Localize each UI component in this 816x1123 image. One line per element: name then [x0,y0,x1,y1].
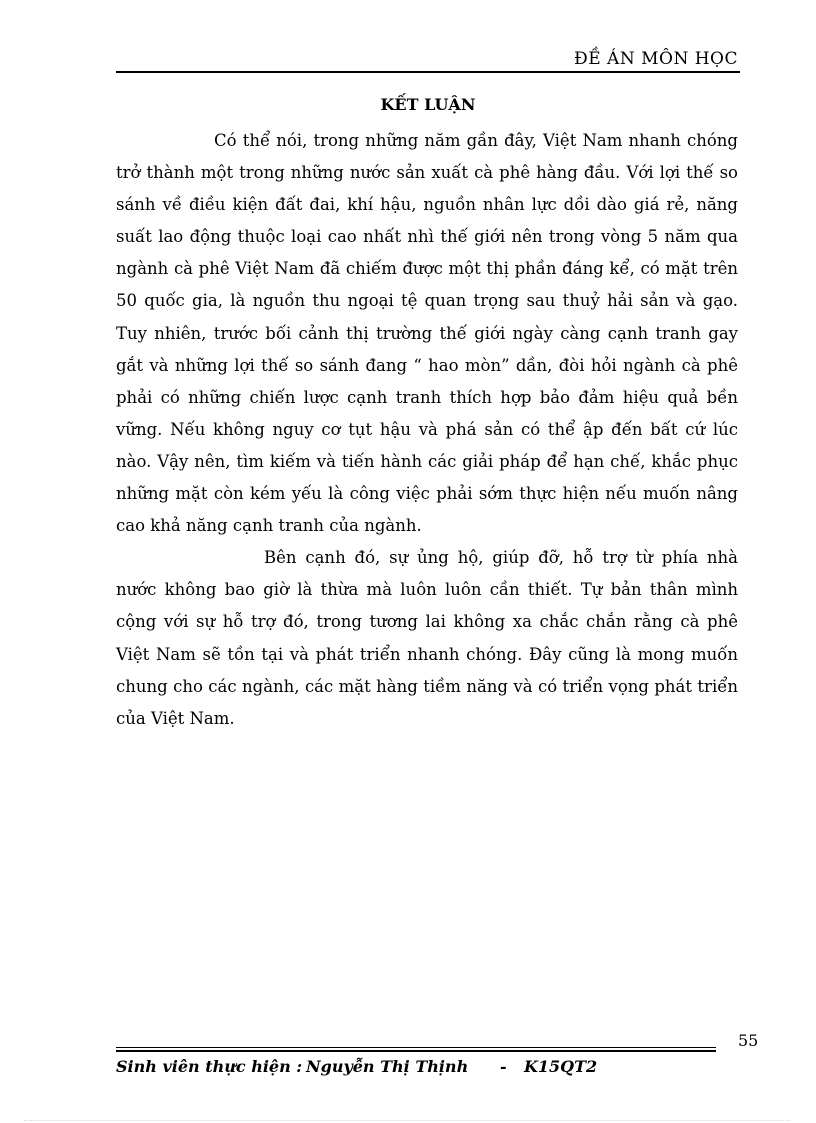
footer-separator: - [500,1057,507,1076]
section-heading: KẾT LUẬN [380,95,476,114]
paragraph-1: Có thể nói, trong những năm gần đây, Việt Nam nhanh chóng trở thành một trong những nước sản xuất cà phê hàng đầu. Với lợi thế so sánh về điều kiện đất đai, khí hậu, nguồn nhân lực dồi dào giá rẻ, năng suất lao động thuộc loại cao nhất nhì thế giới nên trong vòng 5 năm qua ngành cà phê Việt Nam đã chiếm được một thị phần đáng kể, có mặt trên 50 quốc gia, là nguồn thu ngoại tệ quan trọng sau thuỷ hải sản và gạo. Tuy nhiên, trước bối cảnh thị trường thế giới ngày càng cạnh tranh gay gắt và những lợi thế so sánh đang “ hao mòn” dần, đòi hỏi ngành cà phê phải có những chiến lược cạnh tranh thích hợp bảo đảm hiệu quả bền vững. Nếu không nguy cơ tụt hậu và phá sản có thể ập đến bất cứ lúc nào. Vậy nên, tìm kiếm và tiến hành các giải pháp để hạn chế, khắc phục những mặt còn kém yếu là công việc phải sớm thực hiện nếu muốn nâng cao khả năng cạnh tranh của ngành. [116,131,738,536]
page-number: 55 [738,1031,759,1050]
page-edge-divider [24,1120,790,1121]
class-code: K15QT2 [524,1057,598,1076]
footer-rule [116,1047,716,1048]
footer-credits [116,1057,597,1076]
header-title: ĐỀ ÁN MÔN HỌC [574,49,738,69]
student-name: Nguyễn Thị Thịnh [306,1057,469,1076]
body-text [116,125,738,735]
paragraph-2: Bên cạnh đó, sự ủng hộ, giúp đỡ, hỗ trợ từ phía nhà nước không bao giờ là thừa mà luôn luôn cần thiết. Tự bản thân mình cộng với sự hỗ trợ đó, trong tương lai không xa chắc chắn rằng cà phê Việt Nam sẽ tồn tại và phát triển nhanh chóng. Đây cũng là mong muốn chung cho các ngành, các mặt hàng tiềm năng và có triển vọng phát triển của Việt Nam. [116,548,738,728]
header-rule [116,71,740,73]
student-label: Sinh viên thực hiện : [116,1057,303,1076]
footer-rule-thick [116,1050,716,1052]
